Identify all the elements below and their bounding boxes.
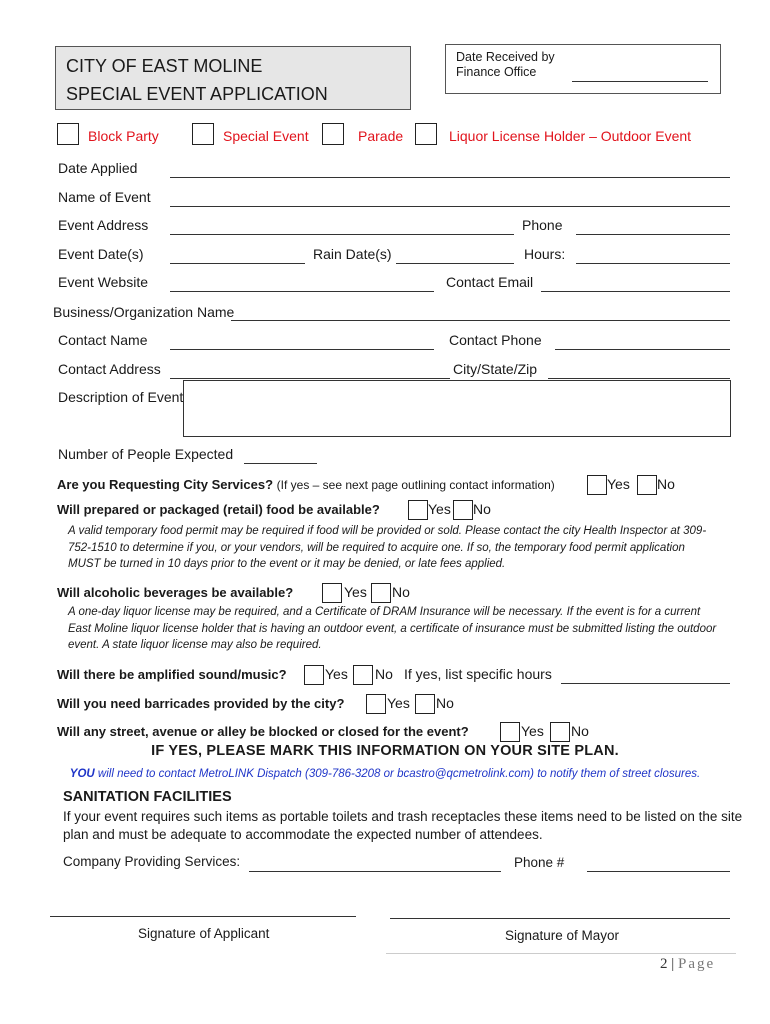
metrolink-notice (0, 768, 770, 780)
mayor-signature-field[interactable] (390, 918, 730, 919)
contact-address-field[interactable] (170, 378, 450, 379)
food-no-label: No (473, 501, 491, 517)
sanitation-phone-field[interactable] (587, 871, 730, 872)
event-name-field[interactable] (170, 206, 730, 207)
page-word: Page (678, 956, 716, 972)
city-state-zip-label: City/State/Zip (453, 361, 538, 377)
food-permit-note: A valid temporary food permit may be required if food will be provided or sold. Please contact the city Health Inspector at 309-752-1510 to determine if you, or your vendors, will be required to acquire one. If so, the temporary food permit application MUST be turned in 10 days prior to the event or it may be denied, or late fees applied. (68, 525, 707, 570)
event-name-label: Name of Event (58, 189, 151, 205)
city-services-note: (If yes – see next page outlining contact information) (276, 478, 555, 492)
city-services-yes-checkbox[interactable] (587, 475, 607, 495)
alcohol-no-checkbox[interactable] (371, 583, 391, 603)
applicant-signature-label: Signature of Applicant (138, 926, 270, 941)
event-address-label: Event Address (58, 217, 149, 233)
date-applied-label: Date Applied (58, 160, 138, 176)
block-party-label: Block Party (88, 128, 159, 144)
sound-yes-label: Yes (325, 666, 348, 682)
date-received-label2: Finance Office (456, 65, 537, 79)
alcohol-yes-checkbox[interactable] (322, 583, 342, 603)
contact-phone-field[interactable] (555, 349, 730, 350)
parade-label: Parade (358, 128, 404, 144)
sanitation-heading: SANITATION FACILITIES (63, 789, 232, 805)
contact-address-label: Contact Address (58, 361, 161, 377)
form-title-line2: SPECIAL EVENT APPLICATION (66, 84, 328, 104)
applicant-signature-field[interactable] (50, 916, 356, 917)
site-plan-notice: IF YES, PLEASE MARK THIS INFORMATION ON YOUR SITE PLAN. (151, 743, 619, 759)
sound-yes-checkbox[interactable] (304, 665, 324, 685)
barricades-no-label: No (436, 695, 454, 711)
event-dates-label: Event Date(s) (58, 246, 144, 262)
event-address-field[interactable] (170, 234, 514, 235)
food-yes-label: Yes (428, 501, 451, 517)
rain-date-label: Rain Date(s) (313, 246, 392, 262)
alcohol-question: Will alcoholic beverages be available? (57, 585, 294, 600)
liquor-outdoor-checkbox[interactable] (415, 123, 437, 145)
form-title-box (55, 46, 411, 110)
block-party-checkbox[interactable] (57, 123, 79, 145)
city-state-zip-field[interactable] (548, 378, 730, 379)
date-received-box (445, 44, 721, 94)
form-title-line1: CITY OF EAST MOLINE (66, 56, 263, 76)
city-services-no-label: No (657, 476, 675, 492)
city-services-yes-label: Yes (607, 476, 630, 492)
street-closed-question: Will any street, avenue or alley be blocked or closed for the event? (57, 724, 469, 739)
sound-no-label: No (375, 666, 393, 682)
barricades-question: Will you need barricades provided by the city? (57, 696, 345, 711)
alcohol-no-label: No (392, 584, 410, 600)
barricades-yes-checkbox[interactable] (366, 694, 386, 714)
people-expected-field[interactable] (244, 463, 317, 464)
business-name-label: Business/Organization Name (53, 304, 235, 320)
hours-label: Hours: (524, 246, 566, 262)
contact-name-label: Contact Name (58, 332, 148, 348)
event-website-label: Event Website (58, 274, 149, 290)
page-number (660, 956, 715, 973)
contact-email-label: Contact Email (446, 274, 534, 290)
sound-question: Will there be amplified sound/music? (57, 667, 287, 682)
sound-no-checkbox[interactable] (353, 665, 373, 685)
street-closed-no-checkbox[interactable] (550, 722, 570, 742)
sound-hours-label: If yes, list specific hours (404, 666, 552, 682)
date-received-field[interactable] (572, 81, 708, 82)
phone-label: Phone (522, 217, 563, 233)
sound-hours-field[interactable] (561, 683, 730, 684)
city-services-no-checkbox[interactable] (637, 475, 657, 495)
company-label: Company Providing Services: (63, 854, 241, 869)
special-event-label: Special Event (223, 128, 309, 144)
event-website-field[interactable] (170, 291, 434, 292)
page-number-value: 2 (660, 956, 668, 972)
city-services-question (57, 477, 555, 492)
special-event-checkbox[interactable] (192, 123, 214, 145)
business-name-field[interactable] (231, 320, 730, 321)
contact-name-field[interactable] (170, 349, 434, 350)
contact-email-field[interactable] (541, 291, 730, 292)
event-dates-field[interactable] (170, 263, 305, 264)
sanitation-text: If your event requires such items as portable toilets and trash receptacles these items need to be listed on the site plan and must be adequate to accommodate the expected number of attendees. (63, 809, 743, 842)
parade-checkbox[interactable] (322, 123, 344, 145)
description-textarea[interactable] (183, 380, 731, 437)
date-received-label1: Date Received by (456, 50, 555, 64)
liquor-outdoor-label: Liquor License Holder – Outdoor Event (449, 128, 692, 144)
street-closed-yes-checkbox[interactable] (500, 722, 520, 742)
barricades-yes-label: Yes (387, 695, 410, 711)
company-field[interactable] (249, 871, 501, 872)
people-expected-label: Number of People Expected (58, 446, 234, 462)
liquor-license-note: A one-day liquor license may be required, and a Certificate of DRAM Insurance will be necessary. If the event is for a current East Moline liquor license holder that is having an outdoor event, a certificate of insurance must be submitted listing the outdoor event. A state liquor license may also be required. (68, 606, 717, 651)
rain-date-field[interactable] (396, 263, 514, 264)
street-closed-yes-label: Yes (521, 723, 544, 739)
barricades-no-checkbox[interactable] (415, 694, 435, 714)
metrolink-text: will need to contact MetroLINK Dispatch (309-786-3208 or bcastro@qcmetrolink.com) to notify them of street closures. (94, 768, 701, 780)
alcohol-yes-label: Yes (344, 584, 367, 600)
date-applied-field[interactable] (170, 177, 730, 178)
sanitation-phone-label: Phone # (514, 855, 565, 870)
phone-field[interactable] (576, 234, 730, 235)
metrolink-you: YOU (69, 768, 95, 780)
hours-field[interactable] (576, 263, 730, 264)
food-yes-checkbox[interactable] (408, 500, 428, 520)
page-separator: | (671, 956, 675, 972)
mayor-signature-label: Signature of Mayor (505, 928, 620, 943)
footer-divider (386, 953, 736, 954)
food-no-checkbox[interactable] (453, 500, 473, 520)
description-label: Description of Event (58, 389, 184, 405)
city-services-question-text: Are you Requesting City Services? (57, 477, 274, 492)
food-question: Will prepared or packaged (retail) food be available? (57, 502, 380, 517)
contact-phone-label: Contact Phone (449, 332, 542, 348)
street-closed-no-label: No (571, 723, 589, 739)
